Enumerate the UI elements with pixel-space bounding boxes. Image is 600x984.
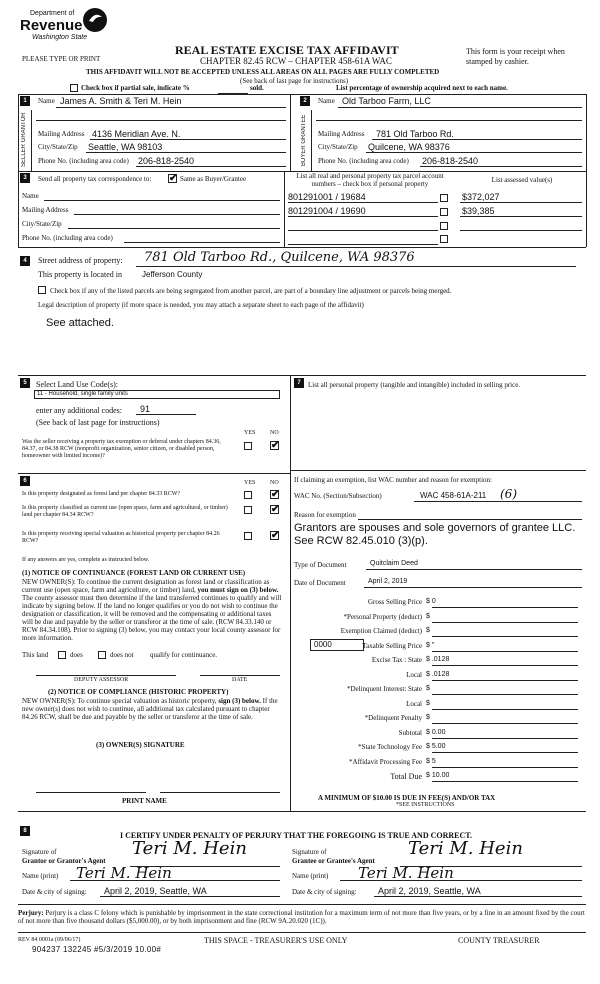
- tax-row-label: Subtotal: [398, 728, 422, 737]
- ownership-note: List percentage of ownership acquired next to each name.: [336, 84, 508, 92]
- wac-number: WAC 458-61A-211: [420, 491, 487, 500]
- logo-emblem-icon: [82, 7, 108, 33]
- grantee-sig-label-2: Grantee or Grantee's Agent: [292, 857, 375, 865]
- form-title: REAL ESTATE EXCISE TAX AFFIDAVIT: [175, 43, 399, 57]
- tax-row-label: Total Due: [390, 772, 422, 781]
- perjury-label: Perjury:: [18, 909, 44, 917]
- tax-row-label: Local: [406, 699, 422, 708]
- additional-codes: 91: [140, 404, 151, 414]
- tax-row-label: *Affidavit Processing Fee: [349, 757, 422, 766]
- legal-description-label: Legal description of property (if more space is needed, you may attach a separate sheet to each page of the affidavit): [38, 301, 364, 309]
- tax-row-label: *State Technology Fee: [358, 743, 422, 751]
- grantee-date-label: Date & city of signing:: [292, 888, 357, 896]
- s5-no-header: NO: [270, 430, 279, 436]
- historic-question: Is this property receiving special valuation as historical property per chapter 84.26 RCW?: [22, 531, 220, 544]
- buyer-phone-label: Phone No. (including area code): [318, 157, 409, 165]
- doc-date-label: Date of Document: [294, 579, 346, 587]
- grantor-sig-label-1: Signature of: [22, 848, 57, 856]
- tax-row-label: *Delinquent Interest: State: [346, 685, 422, 693]
- doc-date: April 2, 2019: [368, 578, 408, 585]
- notice-continuance-bold: you must sign on (3) below.: [197, 586, 279, 595]
- exemption-claim-label: If claiming an exemption, list WAC number and reason for exemption:: [294, 476, 492, 484]
- tax-row-value: $ 0: [426, 598, 436, 605]
- sold-label: sold.: [250, 84, 264, 92]
- wac-subsection: (6): [500, 487, 517, 501]
- date-label: DATE: [232, 677, 248, 683]
- section-6-badge: 6: [20, 476, 30, 486]
- grantor-printed-name: Teri M. Hein: [76, 864, 172, 882]
- section-5-badge: 5: [20, 378, 30, 388]
- forest-yes-checkbox[interactable]: [244, 491, 252, 499]
- section-4-badge: 4: [20, 256, 30, 266]
- logo-dept-line: Department of: [30, 10, 75, 17]
- print-name-label: PRINT NAME: [122, 797, 167, 805]
- grantor-signature: Teri M. Hein: [132, 838, 247, 859]
- notice-compliance-text: [22, 697, 284, 721]
- grantor-sig-label-2: Grantor or Grantor's Agent: [22, 857, 106, 865]
- if-yes-instruction: If any answers are yes, complete as instructed below.: [22, 557, 150, 563]
- logo-state: Washington State: [32, 34, 88, 41]
- tax-row-value: $ 5.00: [426, 743, 446, 750]
- buyer-city: Quilcene, WA 98376: [368, 142, 450, 152]
- this-land-label: This land: [22, 651, 49, 659]
- grantor-date: April 2, 2019, Seattle, WA: [104, 886, 207, 896]
- cashier-stamp: 904237 132245 #5/3/2019 10.00#: [32, 945, 162, 954]
- personal-property-label: List all personal property (tangible and intangible) included in selling price.: [308, 381, 521, 389]
- form-subtitle: CHAPTER 82.45 RCW – CHAPTER 458-61A WAC: [200, 56, 392, 66]
- personal-property-checkbox-1[interactable]: [440, 194, 448, 202]
- personal-property-checkbox-3[interactable]: [440, 222, 448, 230]
- instructions-note: (See back of last page for instructions): [240, 77, 349, 85]
- assessed-value-2: $39,385: [462, 206, 495, 216]
- land-does-label: does: [70, 651, 83, 659]
- county: Jefferson County: [142, 270, 203, 279]
- seller-name: James A. Smith & Teri M. Hein: [60, 96, 182, 106]
- buyer-name-label: Name: [318, 97, 335, 105]
- tax-row-value: $ ": [426, 641, 435, 649]
- doc-type: Quitclaim Deed: [370, 560, 418, 567]
- owner-signature-label: (3) OWNER(S) SIGNATURE: [96, 741, 185, 749]
- tax-row-value: $: [426, 612, 430, 620]
- corr-mailing-label: Mailing Address: [22, 206, 69, 214]
- seller-phone-label: Phone No. (including area code): [38, 157, 129, 165]
- corr-city-label: City/State/Zip: [22, 220, 62, 228]
- tax-row-label: Gross Selling Price: [367, 598, 422, 606]
- street-address: 781 Old Tarboo Rd., Quilcene, WA 98376: [144, 250, 415, 265]
- buyer-city-label: City/State/Zip: [318, 143, 358, 151]
- tax-row-value: $ .0128: [426, 656, 450, 663]
- section-8-badge: 8: [20, 826, 30, 836]
- tax-row-label: Local: [406, 670, 422, 679]
- land-does-not-checkbox[interactable]: [98, 651, 106, 659]
- land-use-select[interactable]: [34, 390, 280, 399]
- partial-sale-label: Check box if partial sale, indicate %: [81, 84, 190, 92]
- please-type: PLEASE TYPE OR PRINT: [22, 55, 101, 63]
- land-does-checkbox[interactable]: [58, 651, 66, 659]
- tax-row-value: $ .0128: [426, 670, 450, 678]
- located-in-label: This property is located in: [38, 270, 122, 279]
- personal-property-checkbox-4[interactable]: [440, 235, 448, 243]
- deputy-assessor-label: DEPUTY ASSESSOR: [74, 677, 129, 683]
- qualify-label: qualify for continuance.: [150, 651, 218, 659]
- grantor-name-label: Name (print): [22, 872, 59, 880]
- seller-grantor-label: SELLER GRANTOR: [21, 112, 27, 168]
- receipt-note: This form is your receipt when stamped by cashier.: [466, 47, 565, 66]
- partial-sale-checkbox[interactable]: [70, 84, 78, 92]
- tax-row-label: Taxable Selling Price: [362, 641, 422, 650]
- tax-row-value: $: [426, 627, 430, 634]
- notice-compliance-bold: sign (3) below.: [218, 697, 261, 705]
- notice-compliance-title: (2) NOTICE OF COMPLIANCE (HISTORIC PROPERTY): [48, 688, 229, 696]
- tax-row-label: Exemption Claimed (deduct): [340, 627, 422, 635]
- perjury-notice: [18, 909, 586, 925]
- tax-row-value: $ 0.00: [426, 728, 446, 736]
- tax-row-label: *Delinquent Penalty: [364, 714, 422, 722]
- corr-phone-label: Phone No. (including area code): [22, 234, 113, 242]
- parcel-account-2: 801291004 / 19690: [288, 206, 366, 216]
- notice-compliance-a: NEW OWNER(S): To continue special valuation as historic property,: [22, 697, 217, 705]
- send-correspondence-label: Send all property tax correspondence to:: [38, 175, 152, 183]
- personal-property-checkbox-2[interactable]: [440, 208, 448, 216]
- forest-land-question: Is this property designated as forest land per chapter 84.33 RCW?: [22, 491, 181, 497]
- street-address-label: Street address of property:: [38, 256, 123, 265]
- section-7-badge: 7: [294, 378, 304, 388]
- corr-name-label: Name: [22, 192, 39, 200]
- exemption-reason: Grantors are spouses and sole governors of grantee LLC. See RCW 82.45.010 (3)(p).: [294, 522, 576, 548]
- land-use-see-back: (See back of last page for instructions): [36, 418, 160, 427]
- forest-no-checkbox[interactable]: ✔: [271, 489, 280, 500]
- acceptance-warning: THIS AFFIDAVIT WILL NOT BE ACCEPTED UNLESS ALL AREAS ON ALL PAGES ARE FULLY COMPLETED: [86, 68, 440, 76]
- buyer-grantee-label: BUYER GRANTEE: [301, 114, 307, 166]
- local-code: 0000: [314, 640, 332, 649]
- logo-revenue: Revenue: [20, 17, 83, 34]
- tax-row-value: $ 5: [426, 757, 436, 765]
- section-2-badge: 2: [300, 96, 310, 106]
- assessed-value-1: $372,027: [462, 192, 500, 202]
- grantee-printed-name: Teri M. Hein: [358, 864, 454, 882]
- seller-city-label: City/State/Zip: [38, 143, 78, 151]
- seller-city: Seattle, WA 98103: [88, 142, 163, 152]
- parcel-accounts-header: List all real and personal property tax parcel account numbers – check box if personal property: [296, 172, 444, 189]
- additional-codes-label: enter any additional codes:: [36, 406, 122, 415]
- current-use-no-checkbox[interactable]: ✔: [271, 504, 280, 515]
- notice-compliance-b: If the new owner(s) does not wish to continue, all additional tax calculated pursuant to chapter 84.26 RCW, shall be due and payable by the seller or transferor at the time of sale.: [22, 697, 278, 722]
- seller-phone: 206-818-2540: [138, 156, 195, 166]
- section-3-badge: 3: [20, 173, 30, 183]
- s5-yes-header: YES: [244, 430, 256, 436]
- grantor-date-label: Date & city of signing:: [22, 888, 87, 896]
- dor-logo: [18, 6, 113, 44]
- historic-no-checkbox[interactable]: ✔: [271, 530, 280, 541]
- perjury-text: Perjury is a class C felony which is punishable by imprisonment in the state correctional institution for a maximum term of not more than five years, or by a fine in an amount fixed by the court of not more than five thousand dollars ($5,000.00), or by both imprisonment and fine (RCW 9A.20.020 (1C)).: [18, 909, 585, 926]
- reason-label: Reason for exemption: [294, 511, 356, 519]
- tax-row-label: Excise Tax : State: [371, 656, 422, 664]
- buyer-mailing-label: Mailing Address: [318, 130, 365, 138]
- seller-mailing: 4136 Meridian Ave. N.: [92, 129, 181, 139]
- buyer-name: Old Tarboo Farm, LLC: [342, 96, 431, 106]
- section-1-badge: 1: [20, 96, 30, 106]
- grantee-sig-label-1: Signature of: [292, 848, 327, 856]
- tax-row-value: $: [426, 685, 430, 692]
- seller-name-label: Name: [38, 97, 55, 105]
- treasurer-space-label: THIS SPACE - TREASURER'S USE ONLY: [204, 936, 348, 945]
- tax-row-value: $ 10.00: [426, 772, 450, 779]
- land-use-value: 11 - Household, single family units: [37, 391, 128, 397]
- notice-continuance-a: NEW OWNER(S): To continue the current designation as forest land or classification as current use (open space, farm and agriculture, or timber) land,: [22, 578, 270, 595]
- buyer-mailing: 781 Old Tarboo Rd.: [376, 129, 454, 139]
- s6-yes-header: YES: [244, 480, 256, 486]
- segregated-checkbox[interactable]: [38, 286, 46, 294]
- wac-label: WAC No. (Section/Subsection): [294, 492, 382, 500]
- same-as-buyer-label: Same as Buyer/Grantee: [180, 175, 247, 183]
- seller-mailing-label: Mailing Address: [38, 130, 85, 138]
- historic-yes-checkbox[interactable]: [244, 532, 252, 540]
- grantee-date: April 2, 2019, Seattle, WA: [378, 886, 481, 896]
- exemption-question: Was the seller receiving a property tax exemption or deferral under chapters 84.36, 84.37, or 84.38 RCW (nonprofit organization, senior citizen, or disabled person, homeowner with limited income)?: [22, 439, 221, 459]
- tax-row-value: $: [426, 714, 430, 721]
- assessed-values-header: List assessed value(s): [491, 176, 553, 184]
- grantee-name-label: Name (print): [292, 872, 329, 880]
- form-revision: REV 84 0001a (09/06/17): [18, 937, 81, 943]
- grantee-signature: Teri M. Hein: [408, 838, 523, 859]
- current-use-yes-checkbox[interactable]: [244, 506, 252, 514]
- notice-continuance-b: The county assessor must then determine if the land transferred continues to qualify and will indicate by signing below. If the land no longer qualifies or you do not wish to continue the designation or classification, it will be removed and the compensating or additional taxes will be due and payable by the seller or transferor at the time of sale. (RCW 84.33.140 or RCW 84.34.108). Prior to signing (3) below, you may contact your local county assessor for more information.: [22, 594, 282, 643]
- doc-type-label: Type of Document: [294, 561, 347, 569]
- buyer-phone: 206-818-2540: [422, 156, 479, 166]
- parcel-account-1: 801291001 / 19684: [288, 192, 366, 202]
- notice-continuance-text: [22, 578, 284, 642]
- current-use-question: Is this property classified as current use (open space, farm and agricultural, or timber) land per chapter 84.34 RCW?: [22, 505, 228, 518]
- local-code-input[interactable]: [310, 639, 364, 651]
- county-treasurer-label: COUNTY TREASURER: [458, 936, 540, 945]
- notice-continuance-title: (1) NOTICE OF CONTINUANCE (FOREST LAND OR CURRENT USE): [22, 569, 246, 577]
- legal-description: See attached.: [46, 317, 114, 329]
- segregated-label: Check box if any of the listed parcels are being segregated from another parcel, are part of a boundary line adjustment or parcels being merged.: [50, 287, 452, 295]
- certify-statement: I CERTIFY UNDER PENALTY OF PERJURY THAT THE FOREGOING IS TRUE AND CORRECT.: [120, 831, 473, 840]
- land-does-not-label: does not: [110, 651, 134, 659]
- land-use-label: Select Land Use Code(s):: [36, 380, 118, 389]
- tax-row-label: *Personal Property (deduct): [343, 612, 422, 621]
- minimum-due-note: A MINIMUM OF $10.00 IS DUE IN FEE(S) AND/OR TAX: [318, 794, 496, 802]
- same-as-buyer-checkbox[interactable]: ✔: [169, 173, 178, 184]
- s6-no-header: NO: [270, 480, 279, 486]
- see-instructions-note: *SEE INSTRUCTIONS: [396, 802, 455, 808]
- tax-row-value: $: [426, 699, 430, 707]
- exemption-yes-checkbox[interactable]: [244, 442, 252, 450]
- exemption-no-checkbox[interactable]: ✔: [271, 440, 280, 451]
